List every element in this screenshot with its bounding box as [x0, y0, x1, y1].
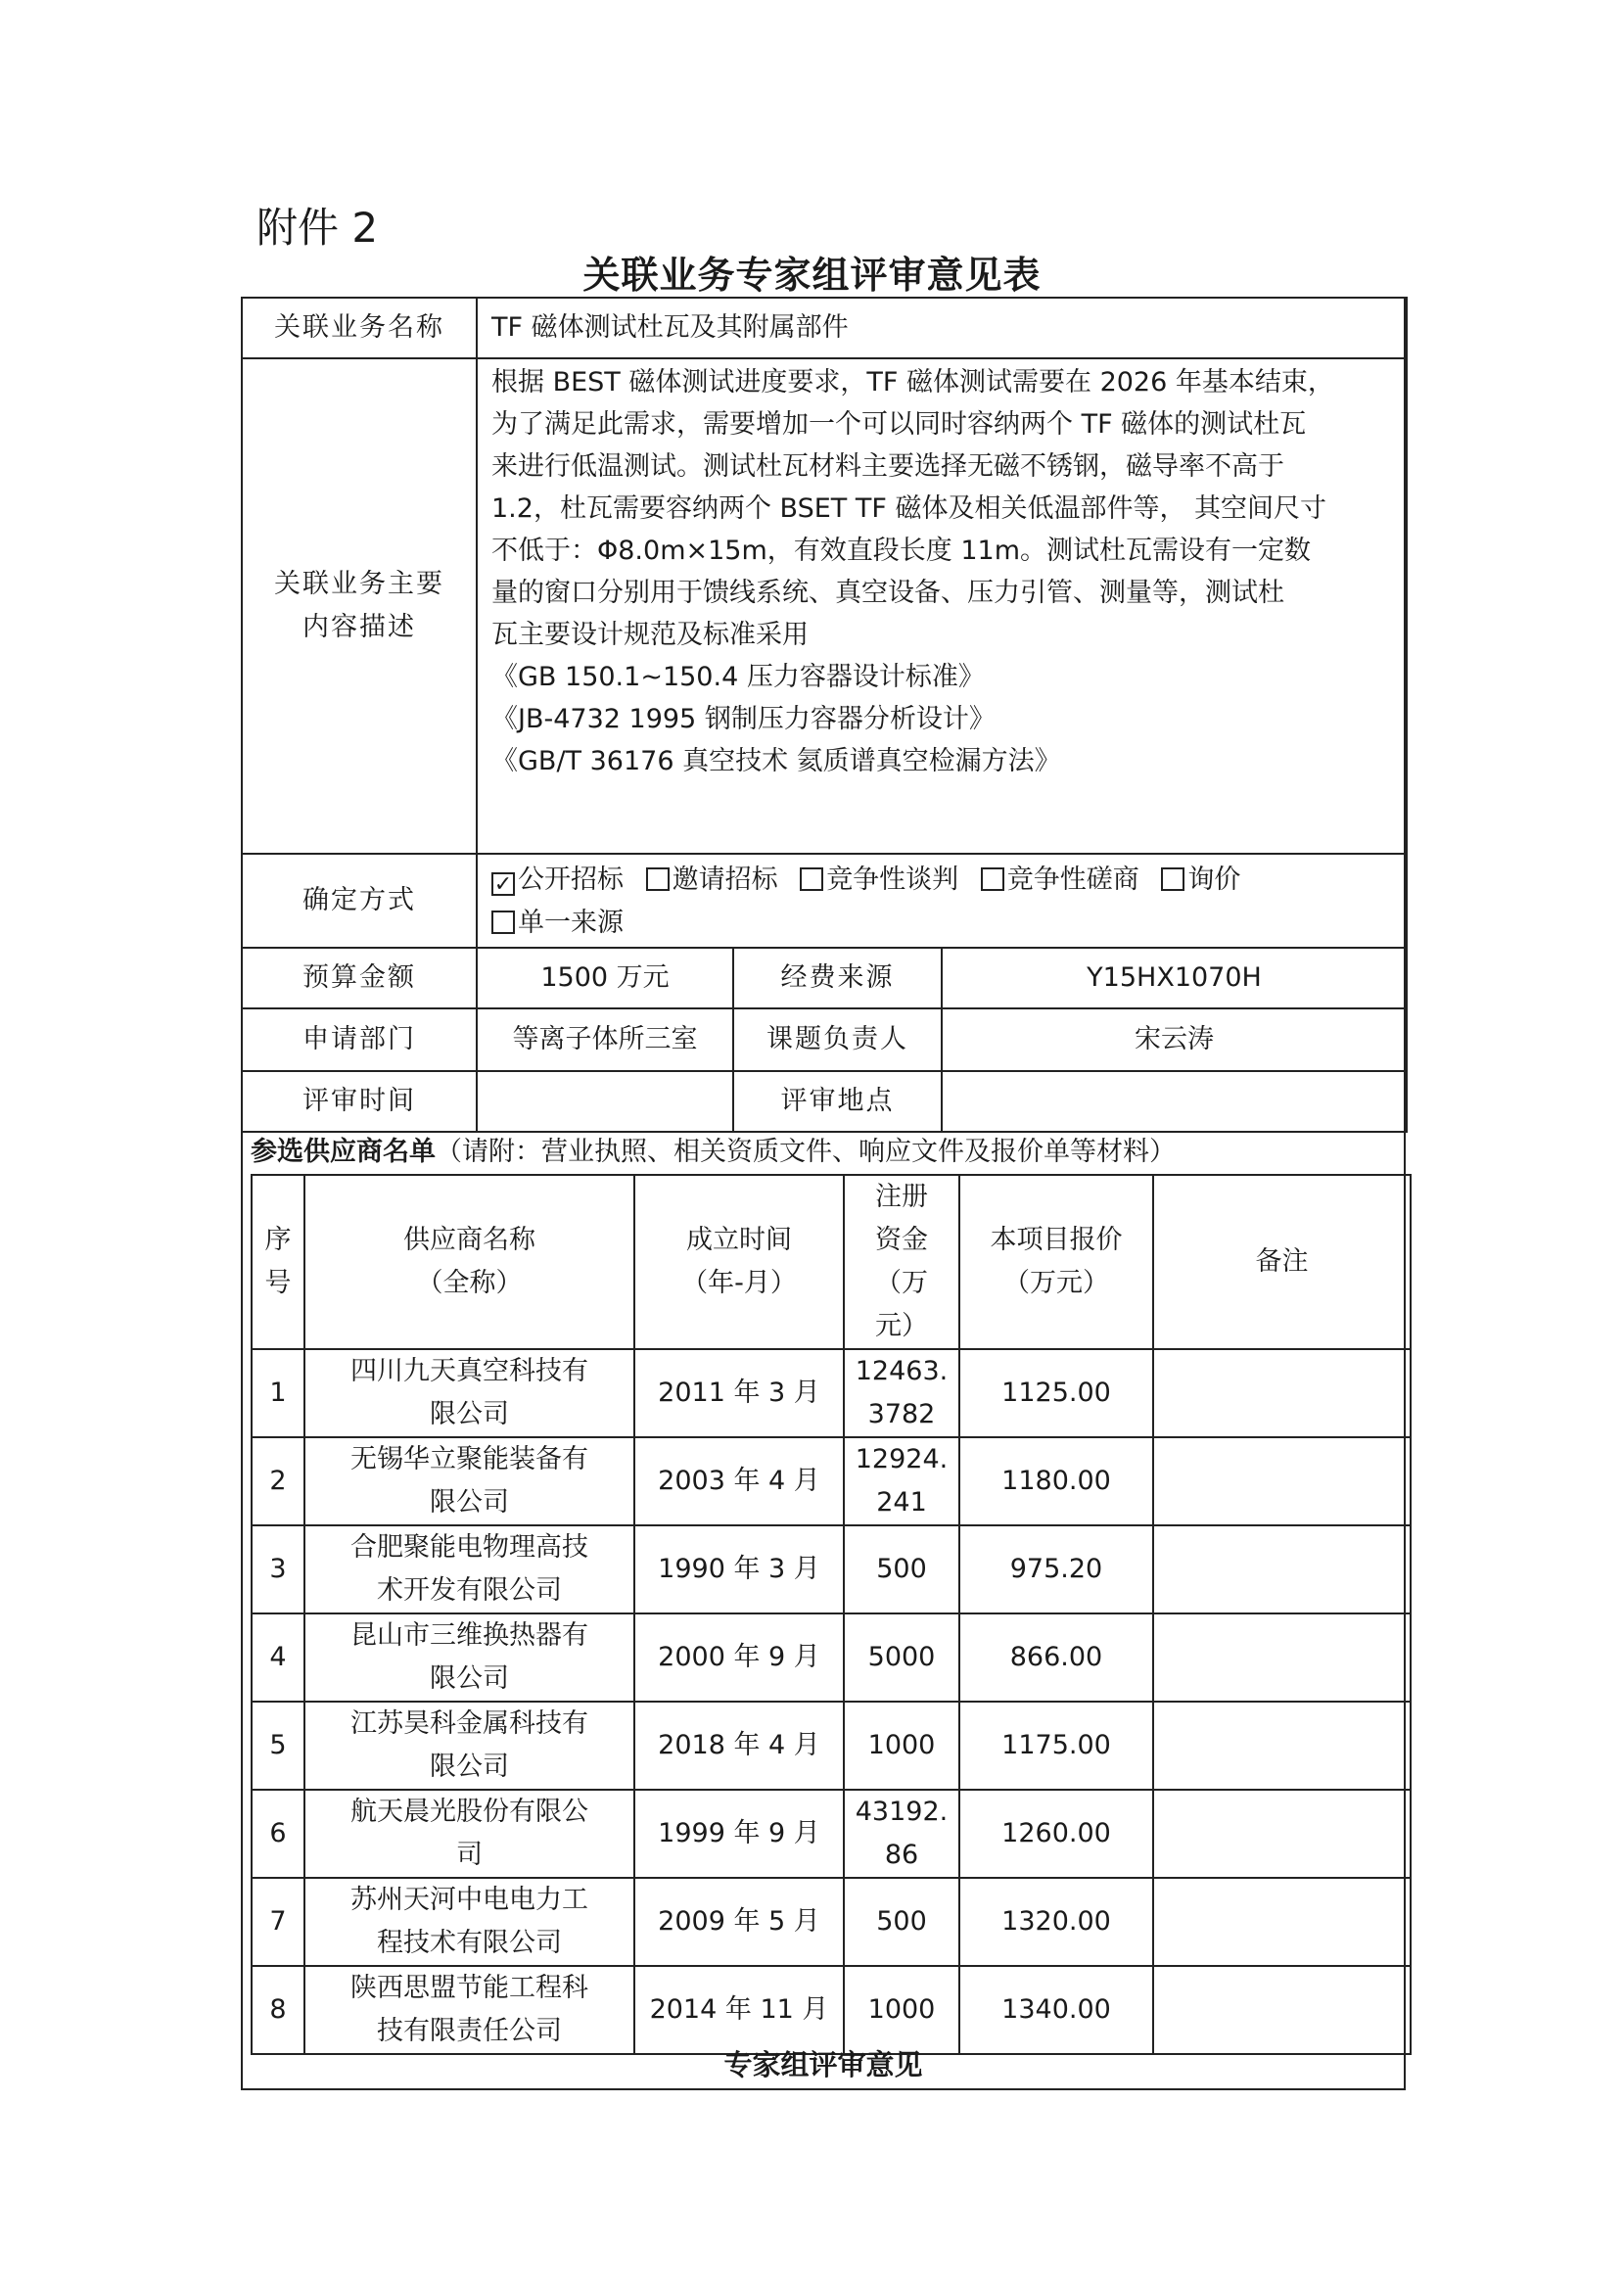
row-capital-line: 5000: [867, 1642, 936, 1672]
fund-source-label: 经费来源: [733, 948, 942, 1008]
row-name-line: 无锡华立聚能装备有: [350, 1444, 588, 1474]
suppliers-header-note: （请附：营业执照、相关资质文件、响应文件及报价单等材料）: [436, 1137, 1176, 1167]
table-row: [252, 1437, 1411, 1525]
review-place-value: [942, 1071, 1407, 1132]
col-header-capital: [844, 1175, 959, 1349]
method-option-label: 询价: [1187, 865, 1241, 895]
method-option-label: 单一来源: [518, 908, 624, 938]
suppliers-table: [251, 1174, 1412, 2055]
col-header-price: [959, 1175, 1153, 1349]
description-line: 量的窗口分别用于馈线系统、真空设备、压力引管、测量等，测试杜: [491, 578, 1284, 608]
row-capital: [844, 1613, 959, 1702]
table-row: [252, 1702, 1411, 1790]
row-capital: [844, 1437, 959, 1525]
row-price: 1340.00: [959, 1966, 1153, 2054]
table-row: [252, 1613, 1411, 1702]
review-time-value: [477, 1071, 733, 1132]
row-price: 1180.00: [959, 1437, 1153, 1525]
row-name: [304, 1349, 634, 1437]
row-capital-line: 500: [876, 1906, 927, 1937]
row-name-line: 航天晨光股份有限公: [350, 1797, 588, 1827]
row-name: [304, 1525, 634, 1613]
row-capital-line: 12463.: [855, 1356, 949, 1386]
col-header-text: 元）: [875, 1311, 928, 1341]
method-label: 确定方式: [242, 854, 477, 948]
table-row: [252, 1349, 1411, 1437]
suppliers-section-header: [251, 1131, 1396, 1174]
row-name: [304, 1966, 634, 2054]
row-name-line: 限公司: [430, 1399, 509, 1429]
row-capital-line: 12924.: [855, 1444, 949, 1474]
row-name-line: 司: [456, 1840, 483, 1870]
expert-opinion-header: 专家组评审意见: [723, 2048, 923, 2081]
row-price: 1320.00: [959, 1878, 1153, 1966]
checkbox-icon: [981, 867, 1004, 891]
description-line: 根据 BEST 磁体测试进度要求，TF 磁体测试需要在 2026 年基本结束，: [491, 367, 1334, 397]
row-date: 2018 年 4 月: [634, 1702, 844, 1790]
row-date: 2014 年 11 月: [634, 1966, 844, 2054]
col-header-date: [634, 1175, 844, 1349]
department-label: 申请部门: [242, 1008, 477, 1071]
row-no: 7: [252, 1878, 304, 1966]
table-header-row: [252, 1175, 1411, 1349]
review-place-label: 评审地点: [733, 1071, 942, 1132]
row-name: [304, 1790, 634, 1878]
row-name-line: 程技术有限公司: [377, 1928, 562, 1958]
business-name-value: TF 磁体测试杜瓦及其附属部件: [477, 298, 1407, 358]
row-name-line: 术开发有限公司: [377, 1575, 562, 1606]
col-header-seq-text: 序号: [264, 1225, 292, 1298]
description-line: 《JB-4732 1995 钢制压力容器分析设计》: [491, 704, 996, 734]
col-header-text: （全称）: [416, 1268, 523, 1298]
row-no: 8: [252, 1966, 304, 2054]
row-no: 3: [252, 1525, 304, 1613]
method-option-single-source[interactable]: [491, 902, 624, 945]
budget-label: 预算金额: [242, 948, 477, 1008]
checkbox-icon: [1161, 867, 1184, 891]
col-header-remark: 备注: [1153, 1175, 1411, 1349]
method-option-label: 竞争性磋商: [1006, 865, 1139, 895]
row-remark: [1153, 1966, 1411, 2054]
row-no: 1: [252, 1349, 304, 1437]
row-date: 2003 年 4 月: [634, 1437, 844, 1525]
row-remark: [1153, 1878, 1411, 1966]
row-name-line: 昆山市三维换热器有: [350, 1620, 588, 1651]
business-name-label: 关联业务名称: [242, 298, 477, 358]
budget-value: 1500 万元: [477, 948, 733, 1008]
row-capital: [844, 1349, 959, 1437]
col-header-text: （万元）: [1003, 1268, 1109, 1298]
row-remark: [1153, 1702, 1411, 1790]
attachment-label: 附件 2: [256, 204, 379, 252]
row-capital: [844, 1525, 959, 1613]
row-capital-line: 1000: [867, 1730, 936, 1760]
row-remark: [1153, 1790, 1411, 1878]
method-option-competitive-consultation[interactable]: [981, 859, 1139, 902]
row-name: [304, 1437, 634, 1525]
row-name-line: 苏州天河中电电力工: [350, 1885, 588, 1915]
description-value: [477, 358, 1407, 854]
row-name: [304, 1702, 634, 1790]
project-leader-label: 课题负责人: [733, 1008, 942, 1071]
method-option-inquiry[interactable]: [1161, 859, 1240, 902]
row-name-line: 技有限责任公司: [377, 2016, 562, 2046]
row-name-line: 合肥聚能电物理高技: [350, 1532, 588, 1563]
col-header-text: （年-月）: [681, 1268, 797, 1298]
description-line: 1.2，杜瓦需要容纳两个 BSET TF 磁体及相关低温部件等， 其空间尺寸: [491, 493, 1327, 524]
method-option-label: 竞争性谈判: [826, 865, 959, 895]
row-capital-line: 1000: [867, 1994, 936, 2025]
description-line: 不低于：Φ8.0m×15m，有效直段长度 11m。测试杜瓦需设有一定数: [491, 536, 1312, 566]
row-name: [304, 1613, 634, 1702]
col-header-text: 供应商名称: [403, 1225, 535, 1255]
checkbox-icon: [646, 867, 670, 891]
review-time-label: 评审时间: [242, 1071, 477, 1132]
col-header-text: 成立时间: [686, 1225, 792, 1255]
table-row: [252, 1878, 1411, 1966]
row-name-line: 限公司: [430, 1752, 509, 1782]
row-no: 6: [252, 1790, 304, 1878]
checkbox-checked-icon: ✓: [491, 872, 515, 896]
project-leader-value: 宋云涛: [942, 1008, 1407, 1071]
method-option-label: 公开招标: [518, 865, 624, 895]
col-header-text: （万: [875, 1268, 928, 1298]
row-date: 2009 年 5 月: [634, 1878, 844, 1966]
checkbox-icon: [800, 867, 823, 891]
row-capital-line: 3782: [867, 1399, 936, 1429]
row-remark: [1153, 1349, 1411, 1437]
method-options: [477, 854, 1407, 948]
row-capital-line: 43192.: [855, 1797, 949, 1827]
table-row: [252, 1525, 1411, 1613]
row-price: 1125.00: [959, 1349, 1153, 1437]
col-header-text: 资金: [875, 1225, 928, 1255]
row-date: 1999 年 9 月: [634, 1790, 844, 1878]
description-label: [242, 358, 477, 854]
row-remark: [1153, 1613, 1411, 1702]
row-capital: [844, 1702, 959, 1790]
method-option-invited-tender[interactable]: [646, 859, 778, 902]
description-line: 瓦主要设计规范及标准采用: [491, 620, 809, 650]
business-info-table: [241, 297, 1408, 1133]
row-name: [304, 1878, 634, 1966]
row-remark: [1153, 1525, 1411, 1613]
col-header-text: 注册: [875, 1182, 928, 1212]
row-capital-line: 86: [884, 1840, 919, 1870]
col-header-name: [304, 1175, 634, 1349]
description-label-line: 内容描述: [302, 612, 416, 642]
fund-source-value: Y15HX1070H: [942, 948, 1407, 1008]
description-line: 为了满足此需求，需要增加一个可以同时容纳两个 TF 磁体的测试杜瓦: [491, 409, 1307, 440]
method-option-label: 邀请招标: [672, 865, 778, 895]
row-no: 2: [252, 1437, 304, 1525]
description-label-line: 关联业务主要: [274, 569, 444, 599]
row-price: 866.00: [959, 1613, 1153, 1702]
row-name-line: 陕西思盟节能工程科: [350, 1973, 588, 2003]
row-name-line: 限公司: [430, 1663, 509, 1694]
col-header-text: 本项目报价: [990, 1225, 1123, 1255]
row-no: 4: [252, 1613, 304, 1702]
row-date: 1990 年 3 月: [634, 1525, 844, 1613]
row-capital-line: 500: [876, 1554, 927, 1584]
suppliers-header-title: 参选供应商名单: [251, 1137, 436, 1167]
description-line: 《GB 150.1~150.4 压力容器设计标准》: [491, 662, 985, 692]
row-capital: [844, 1878, 959, 1966]
row-date: 2000 年 9 月: [634, 1613, 844, 1702]
row-price: 975.20: [959, 1525, 1153, 1613]
row-name-line: 江苏昊科金属科技有: [350, 1708, 588, 1739]
row-name-line: 四川九天真空科技有: [350, 1356, 588, 1386]
description-line: 《GB/T 36176 真空技术 氦质谱真空检漏方法》: [491, 746, 1061, 776]
method-option-public-tender[interactable]: [491, 859, 624, 902]
row-no: 5: [252, 1702, 304, 1790]
row-capital: [844, 1966, 959, 2054]
row-name-line: 限公司: [430, 1487, 509, 1518]
col-header-seq: [252, 1175, 304, 1349]
row-date: 2011 年 3 月: [634, 1349, 844, 1437]
table-row: [252, 1966, 1411, 2054]
description-line: 来进行低温测试。测试杜瓦材料主要选择无磁不锈钢，磁导率不高于: [491, 451, 1284, 482]
row-price: 1175.00: [959, 1702, 1153, 1790]
row-price: 1260.00: [959, 1790, 1153, 1878]
department-value: 等离子体所三室: [477, 1008, 733, 1071]
page-title: 关联业务专家组评审意见表: [582, 254, 1042, 297]
table-row: [252, 1790, 1411, 1878]
row-capital: [844, 1790, 959, 1878]
checkbox-icon: [491, 911, 515, 934]
method-option-competitive-negotiation[interactable]: [800, 859, 958, 902]
row-remark: [1153, 1437, 1411, 1525]
row-capital-line: 241: [876, 1487, 927, 1518]
